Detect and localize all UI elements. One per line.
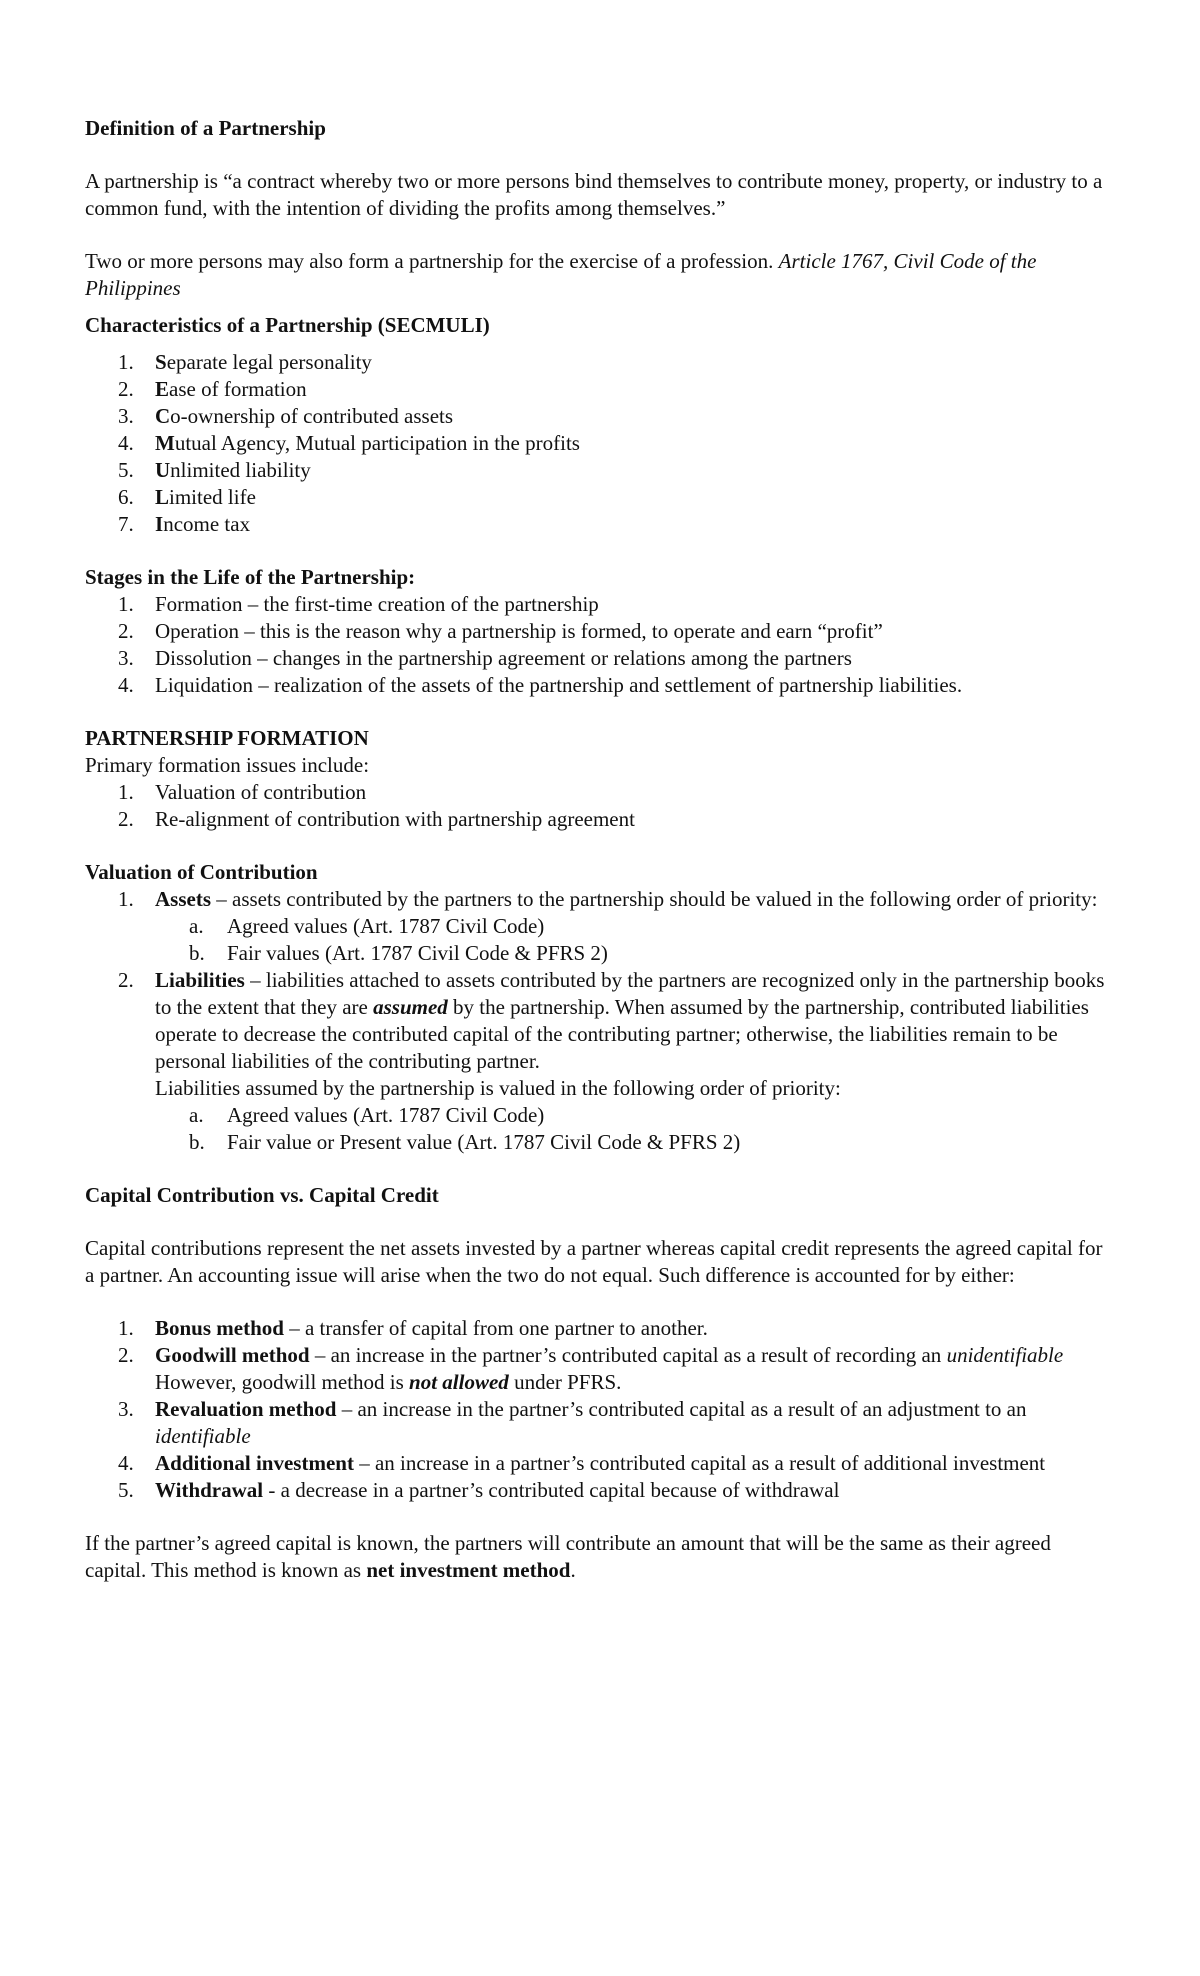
italic-term: unidentifiable [946, 1343, 1064, 1367]
list-text: Dissolution – changes in the partnership agreement or relations among the partners [155, 646, 852, 670]
list-text: However, goodwill method is [155, 1370, 410, 1394]
list-number: 7. [118, 512, 134, 536]
list-item [85, 1342, 1115, 1396]
definition-paragraph: A partnership is “a contract whereby two or more persons bind themselves to contribute money, property, or industry to a common fund, with the intention of dividing the profits among themselves.” [85, 169, 1103, 220]
list-text: Re-alignment of contribution with partnership agreement [155, 807, 635, 831]
list-item [85, 806, 1115, 833]
list-item [85, 645, 1115, 672]
list-text: – a transfer of capital from one partner to another. [283, 1316, 708, 1340]
list-text: – an increase in the partner’s contributed capital as a result of an adjustment to an [336, 1397, 1027, 1421]
characteristics-heading: Characteristics of a Partnership (SECMULI) [85, 313, 490, 337]
list-item [85, 1396, 1115, 1450]
list-number: 2. [118, 807, 134, 831]
list-item [85, 1450, 1115, 1477]
acronym-letter: M [155, 431, 175, 455]
sub-list-item [85, 1102, 1115, 1129]
list-number: 4. [118, 431, 134, 455]
sub-list-text: Fair values (Art. 1787 Civil Code & PFRS 2) [227, 941, 608, 965]
list-text: under PFRS. [508, 1370, 622, 1394]
list-text: - a decrease in a partner’s contributed capital because of withdrawal [263, 1478, 840, 1502]
list-item [85, 376, 1115, 403]
list-text: – an increase in the partner’s contributed capital as a result of recording an [309, 1343, 947, 1367]
liabilities-item [85, 967, 1115, 1102]
formation-intro: Primary formation issues include: [85, 753, 370, 777]
sub-list-letter: a. [189, 914, 204, 938]
list-number: 2. [118, 968, 134, 992]
capital-paragraph: Capital contributions represent the net assets invested by a partner whereas capital credit represents the agreed capital for a partner. An accounting issue will arise when the two do not equal. Such difference is accounted for by either: [85, 1236, 1103, 1287]
method-term: Additional investment [155, 1451, 354, 1475]
list-number: 3. [118, 1397, 134, 1421]
list-text: o-ownership of contributed assets [170, 404, 454, 428]
acronym-letter: C [155, 404, 171, 428]
sub-list-item [85, 1129, 1115, 1156]
sub-list-text: Agreed values (Art. 1787 Civil Code) [227, 1103, 545, 1127]
acronym-letter: L [155, 485, 170, 509]
italic-term: identifiable [155, 1424, 251, 1448]
closing-paragraph [85, 1530, 1115, 1584]
list-item [85, 1477, 1115, 1504]
citation: Article 1767, Civil Code of the Philippines [85, 249, 1037, 300]
method-term: Revaluation method [155, 1397, 337, 1421]
list-text: ncome tax [163, 512, 251, 536]
list-item [85, 618, 1115, 645]
acronym-letter: U [155, 458, 171, 482]
capital-methods-list [85, 1315, 1115, 1504]
assets-text: – assets contributed by the partners to the partnership should be valued in the following order of priority: [211, 887, 1098, 911]
sub-list-letter: b. [189, 941, 205, 965]
list-text: Valuation of contribution [155, 780, 367, 804]
list-item [85, 1315, 1115, 1342]
capital-heading: Capital Contribution vs. Capital Credit [85, 1183, 439, 1207]
formation-list [85, 779, 1115, 833]
list-number: 3. [118, 646, 134, 670]
list-item [85, 430, 1115, 457]
list-item [85, 672, 1115, 699]
list-text: nlimited liability [170, 458, 311, 482]
liabilities-text: – liabilities attached to assets contributed by the partners are recognized only in the partnership books to the extent that they are [155, 968, 1105, 1019]
sub-list-letter: b. [189, 1130, 205, 1154]
profession-paragraph [85, 248, 1115, 302]
list-text: ase of formation [169, 377, 307, 401]
not-allowed-emphasis: not allowed [409, 1370, 509, 1394]
sub-list-item [85, 913, 1115, 940]
list-text: utual Agency, Mutual participation in the profits [174, 431, 580, 455]
list-item [85, 457, 1115, 484]
list-number: 2. [118, 1343, 134, 1367]
list-number: 5. [118, 1478, 134, 1502]
list-item [85, 511, 1115, 538]
profession-text: Two or more persons may also form a partnership for the exercise of a profession. [85, 249, 774, 273]
list-number: 1. [118, 887, 134, 911]
list-number: 1. [118, 780, 134, 804]
closing-text: . [570, 1558, 576, 1582]
acronym-letter: E [155, 377, 170, 401]
method-term: Bonus method [155, 1316, 284, 1340]
sub-list-item [85, 940, 1115, 967]
assets-term: Assets [155, 887, 211, 911]
list-number: 3. [118, 404, 134, 428]
method-term: Withdrawal [155, 1478, 264, 1502]
list-number: 5. [118, 458, 134, 482]
stages-heading: Stages in the Life of the Partnership: [85, 565, 416, 589]
assets-item [85, 886, 1115, 913]
list-number: 4. [118, 673, 134, 697]
document-page [85, 115, 1115, 1584]
list-item [85, 779, 1115, 806]
closing-text: If the partner’s agreed capital is known, the partners will contribute an amount that will be the same as their agreed capital. This method is known as [85, 1531, 1051, 1582]
list-text: – an increase in a partner’s contributed capital as a result of additional investment [353, 1451, 1046, 1475]
method-term: Goodwill method [155, 1343, 310, 1367]
stages-list [85, 591, 1115, 699]
valuation-heading: Valuation of Contribution [85, 860, 318, 884]
acronym-letter: S [155, 350, 167, 374]
list-item [85, 349, 1115, 376]
list-number: 1. [118, 1316, 134, 1340]
list-number: 1. [118, 350, 134, 374]
list-text: imited life [169, 485, 256, 509]
list-number: 2. [118, 619, 134, 643]
acronym-letter: I [155, 512, 164, 536]
list-item [85, 591, 1115, 618]
list-text: eparate legal personality [166, 350, 372, 374]
characteristics-list [85, 349, 1115, 538]
liabilities-text: by the partnership. When assumed by the partnership, contributed liabilities operate to decrease the contributed capital of the contributing partner; otherwise, the liabilities remain to be personal liabilities of the contributing partner. [155, 995, 1089, 1073]
list-number: 2. [118, 377, 134, 401]
list-item [85, 403, 1115, 430]
sub-list-text: Fair value or Present value (Art. 1787 Civil Code & PFRS 2) [227, 1130, 741, 1154]
liabilities-text: Liabilities assumed by the partnership is valued in the following order of priority: [155, 1076, 841, 1100]
list-item [85, 484, 1115, 511]
formation-heading: PARTNERSHIP FORMATION [85, 726, 369, 750]
list-number: 6. [118, 485, 134, 509]
list-text: Liquidation – realization of the assets of the partnership and settlement of partnership liabilities. [155, 673, 963, 697]
list-text: Formation – the first-time creation of the partnership [155, 592, 599, 616]
list-number: 4. [118, 1451, 134, 1475]
net-investment-term: net investment method [366, 1558, 571, 1582]
sub-list-text: Agreed values (Art. 1787 Civil Code) [227, 914, 545, 938]
definition-heading: Definition of a Partnership [85, 116, 326, 140]
liabilities-term: Liabilities [155, 968, 245, 992]
assumed-emphasis: assumed [373, 995, 448, 1019]
list-number: 1. [118, 592, 134, 616]
list-text: Operation – this is the reason why a partnership is formed, to operate and earn “profit” [155, 619, 883, 643]
sub-list-letter: a. [189, 1103, 204, 1127]
